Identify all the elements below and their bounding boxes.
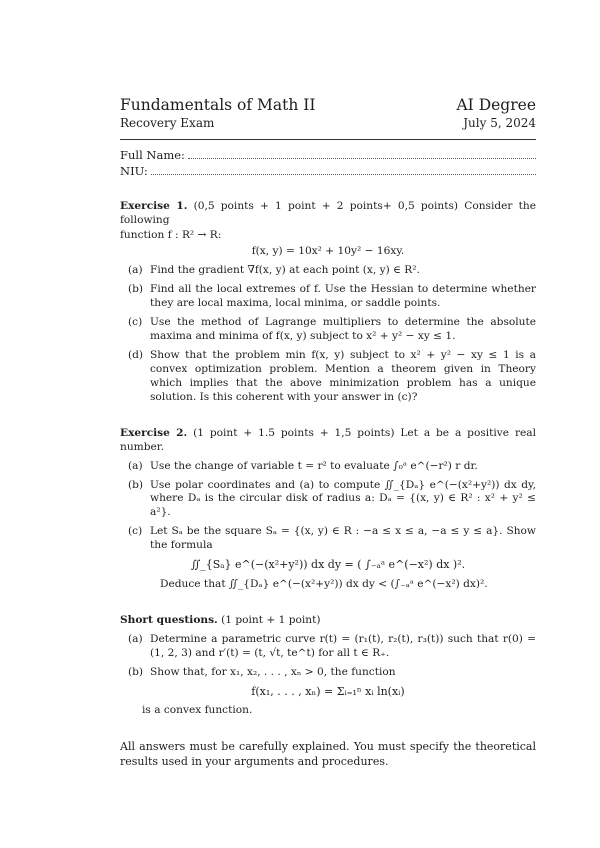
header-row-2	[120, 116, 536, 130]
part-text: Use the change of variable t = r² to evaluate ∫₀ᵃ e^(−r²) r dr.	[150, 459, 478, 472]
exercise-2-intro: Let a be a positive real number.	[120, 426, 536, 453]
full-name-label: Full Name:	[120, 148, 185, 162]
exercise-2-points: (1 point + 1.5 points + 1,5 points)	[193, 426, 395, 439]
part-label: (b)	[128, 478, 144, 491]
part-text: Show that the problem min f(x, y) subject to x² + y² − xy ≤ 1 is a convex optimization problem. Mention a theorem given in Theory which implies that the above minimization problem has a unique solution. Is this coherent with your answer in (c)?	[150, 348, 536, 403]
part-label: (b)	[128, 282, 144, 295]
part-text: Use the method of Lagrange multipliers to determine the absolute maxima and minima of f(x, y) subject to x² + y² − xy ≤ 1.	[150, 315, 536, 342]
header-rule	[120, 139, 536, 140]
part-label: (a)	[128, 459, 143, 472]
exam-date: July 5, 2024	[463, 116, 536, 130]
exercise-1-part-b	[120, 283, 536, 311]
full-name-line[interactable]	[188, 149, 536, 159]
part-label: (c)	[128, 315, 143, 328]
short-questions-heading: Short questions.	[120, 613, 218, 626]
exercise-1-part-a	[120, 264, 536, 278]
exercise-2-deduce: Deduce that ∬_{Dₐ} e^(−(x²+y²)) dx dy < (∫₋ₐᵃ e^(−x²) dx)².	[160, 577, 488, 590]
part-label: (a)	[128, 632, 143, 645]
degree-label: AI Degree	[456, 96, 536, 114]
exercise-1-part-d	[120, 349, 536, 405]
exercise-1-intro: Consider the following	[120, 200, 537, 226]
header-row-1	[120, 96, 536, 114]
course-title: Fundamentals of Math II	[120, 96, 316, 114]
exercise-2-formula-c: ∬_{Sₐ} e^(−(x²+y²)) dx dy = ( ∫₋ₐᵃ e^(−x²) dx )².	[190, 558, 466, 572]
short-questions-part-a	[120, 633, 536, 661]
part-text: Find the gradient ∇f(x, y) at each point (x, y) ∈ R².	[150, 263, 420, 276]
exercise-1-formula: f(x, y) = 10x² + 10y² − 16xy.	[251, 244, 405, 257]
exercise-1	[120, 200, 536, 405]
exercise-2-part-a	[120, 460, 536, 474]
part-text: Find all the local extremes of f. Use the Hessian to determine whether they are local maxima, local minima, or saddle points.	[150, 282, 536, 309]
short-questions	[120, 614, 536, 718]
exercise-2-heading: Exercise 2.	[120, 426, 188, 439]
niu-field[interactable]	[120, 164, 536, 178]
part-label: (d)	[128, 348, 144, 361]
footer-instructions: All answers must be carefully explained. You must specify the theoretical results used in your arguments and procedures.	[120, 740, 536, 769]
exercise-1-points: (0,5 points + 1 point + 2 points+ 0,5 points)	[193, 200, 459, 212]
part-label: (c)	[128, 525, 143, 538]
short-questions-formula-b: f(x₁, . . . , xₙ) = Σᵢ₌₁ⁿ xᵢ ln(xᵢ)	[251, 684, 405, 698]
part-text: Use polar coordinates and (a) to compute ∬_{Dₐ} e^(−(x²+y²)) dx dy, where Dₐ is the circular disk of radius a: Dₐ = {(x, y) ∈ R² : x² + y² ≤ a²}.	[150, 478, 536, 519]
part-label: (b)	[128, 665, 144, 678]
niu-line[interactable]	[151, 165, 536, 175]
short-questions-conclusion: is a convex function.	[142, 704, 253, 717]
exam-type: Recovery Exam	[120, 116, 215, 130]
exercise-1-heading: Exercise 1.	[120, 200, 188, 212]
part-text: Let Sₐ be the square Sₐ = {(x, y) ∈ R : −a ≤ x ≤ a, −a ≤ y ≤ a}. Show the formula	[150, 525, 536, 552]
exercise-2-part-b	[120, 479, 536, 521]
exercise-1-part-c	[120, 316, 536, 344]
part-label: (a)	[128, 263, 143, 276]
part-text: Show that, for x₁, x₂, . . . , xₙ > 0, the function	[150, 665, 396, 678]
short-questions-part-b	[120, 666, 536, 680]
full-name-field[interactable]	[120, 148, 536, 162]
short-questions-points: (1 point + 1 point)	[221, 613, 321, 626]
niu-label: NIU:	[120, 164, 148, 178]
exercise-2-part-c	[120, 525, 536, 553]
part-text: Determine a parametric curve r(t) = (r₁(t), r₂(t), r₃(t)) such that r(0) = (1, 2, 3) and r′(t) = (t, √t, te^t) for all t ∈ R₊.	[150, 632, 536, 659]
exercise-1-function-line: function f : R² → R:	[120, 228, 222, 241]
exercise-2	[120, 427, 536, 592]
